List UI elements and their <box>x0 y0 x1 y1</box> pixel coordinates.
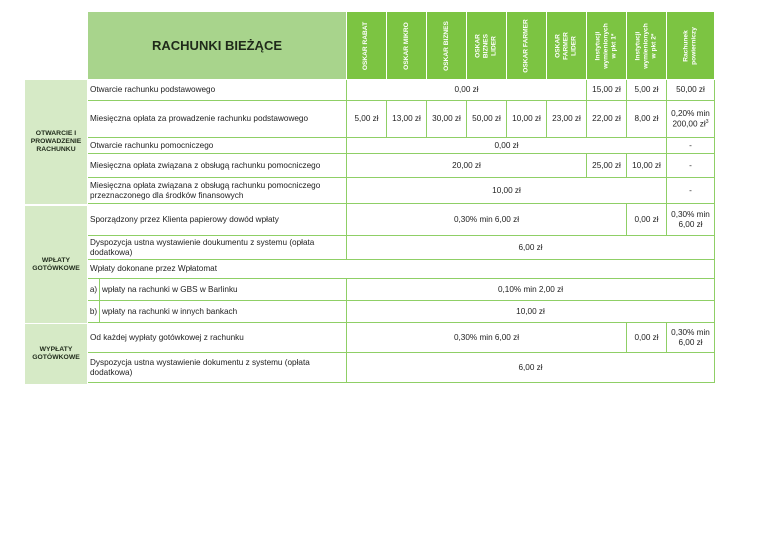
section-label-wyplaty: WYPŁATY GOTÓWKOWE <box>25 324 87 384</box>
cell-c4: 50,00 zł <box>466 101 506 138</box>
cell-c9: - <box>666 138 714 154</box>
cell-c9: 0,30% min 6,00 zł <box>666 323 714 353</box>
cell-c1: 5,00 zł <box>346 101 386 138</box>
cell-c9: 0,30% min 6,00 zł <box>666 204 714 236</box>
cell-c7: 25,00 zł <box>586 154 626 178</box>
cell-c9: - <box>666 154 714 178</box>
row-label-dyspozycja-ustna-wyplaty: Dyspozycja ustna wystawienie dokumentu z systemu (opłata dodatkowa) <box>88 353 346 383</box>
cell-c8: 0,00 zł <box>626 204 666 236</box>
cell-c9 <box>666 101 714 138</box>
cell-span: 6,00 zł <box>346 236 714 260</box>
row-letter-b: b) <box>88 301 100 322</box>
table-right-border <box>714 80 715 383</box>
cell-c6: 23,00 zł <box>546 101 586 138</box>
cell-span: 10,00 zł <box>346 301 714 323</box>
column-header-oskar-farmer-lider: OSKAR FARMER LIDER <box>546 12 586 79</box>
section-label-otwarcie: OTWARCIE I PROWADZENIE RACHUNKU <box>25 80 87 204</box>
row-label-wplaty-gbs: wpłaty na rachunki w GBS w Barlinku <box>88 279 346 301</box>
cell-span: 0,10% min 2,00 zł <box>346 279 714 301</box>
row-label-oplata-pomocniczego: Miesięczna opłata związana z obsługą rachunku pomocniczego <box>88 154 346 178</box>
cell-c9: - <box>666 178 714 204</box>
column-header-oskar-biznes: OSKAR BIZNES <box>426 12 466 79</box>
cell-c5: 10,00 zł <box>506 101 546 138</box>
footnote-marker: 3 <box>705 119 709 126</box>
row-letter-a: a) <box>88 279 100 300</box>
cell-c2: 13,00 zł <box>386 101 426 138</box>
cell-c7: 22,00 zł <box>586 101 626 138</box>
column-header-instytucje-pkt1: Instytucji wymienionych w pkt 1* <box>586 12 626 79</box>
cell-c8: 5,00 zł <box>626 80 666 101</box>
cell-c9: 50,00 zł <box>666 80 714 101</box>
column-header-instytucje-pkt2: Instytucji wymienionych w pkt 2* <box>626 12 666 79</box>
cell-span: 0,30% min 6,00 zł <box>346 323 626 353</box>
row-label-dowod-wplaty: Sporządzony przez Klienta papierowy dowód wpłaty <box>88 204 346 236</box>
row-label-wyplata-gotowkowa: Od każdej wypłaty gotówkowej z rachunku <box>88 323 346 353</box>
row-label-dyspozycja-ustna-wplaty: Dyspozycja ustna wystawienie doukumentu z systemu (opłata dodatkowa) <box>88 236 346 260</box>
cell-c7: 15,00 zł <box>586 80 626 101</box>
column-header-rachunek-powierniczy: Rachunek powierniczy <box>666 12 714 79</box>
cell-span: 10,00 zł <box>346 178 666 204</box>
cell-c8: 10,00 zł <box>626 154 666 178</box>
row-label-wplatomat: Wpłaty dokonane przez Wpłatomat <box>88 260 714 279</box>
row-label-oplata-podstawowego: Miesięczna opłata za prowadzenie rachunku podstawowego <box>88 101 346 138</box>
row-label-wplaty-inne-banki: wpłaty na rachunki w innych bankach <box>88 301 346 323</box>
cell-c8: 8,00 zł <box>626 101 666 138</box>
cell-span: 20,00 zł <box>346 154 586 178</box>
table-title: RACHUNKI BIEŻĄCE <box>88 12 346 79</box>
cell-span: 0,00 zł <box>346 138 666 154</box>
section-label-wplaty: WPŁATY GOTÓWKOWE <box>25 206 87 323</box>
column-header-oskar-farmer: OSKAR FARMER <box>506 12 546 79</box>
column-header-oskar-rabat: OSKAR RABAT <box>346 12 386 79</box>
row-label-otwarcie-pomocniczego: Otwarcie rachunku pomocniczego <box>88 138 346 154</box>
cell-span: 6,00 zł <box>346 353 714 383</box>
cell-c8: 0,00 zł <box>626 323 666 353</box>
column-header-oskar-mikro: OSKAR MIKRO <box>386 12 426 79</box>
column-header-oskar-biznes-lider: OSKAR BIZNES LIDER <box>466 12 506 79</box>
row-label-oplata-pomocniczego-finansowych: Miesięczna opłata związana z obsługą rachunku pomocniczego przeznaczonego dla środków finansowych <box>88 178 346 204</box>
row-label-otwarcie-podstawowego: Otwarcie rachunku podstawowego <box>88 80 346 101</box>
cell-c3: 30,00 zł <box>426 101 466 138</box>
cell-c9-text: 0,20% min 200,00 $zł^3$ <box>671 108 710 129</box>
cell-span: 0,30% min 6,00 zł <box>346 204 626 236</box>
cell-span: 0,00 zł <box>346 80 586 101</box>
